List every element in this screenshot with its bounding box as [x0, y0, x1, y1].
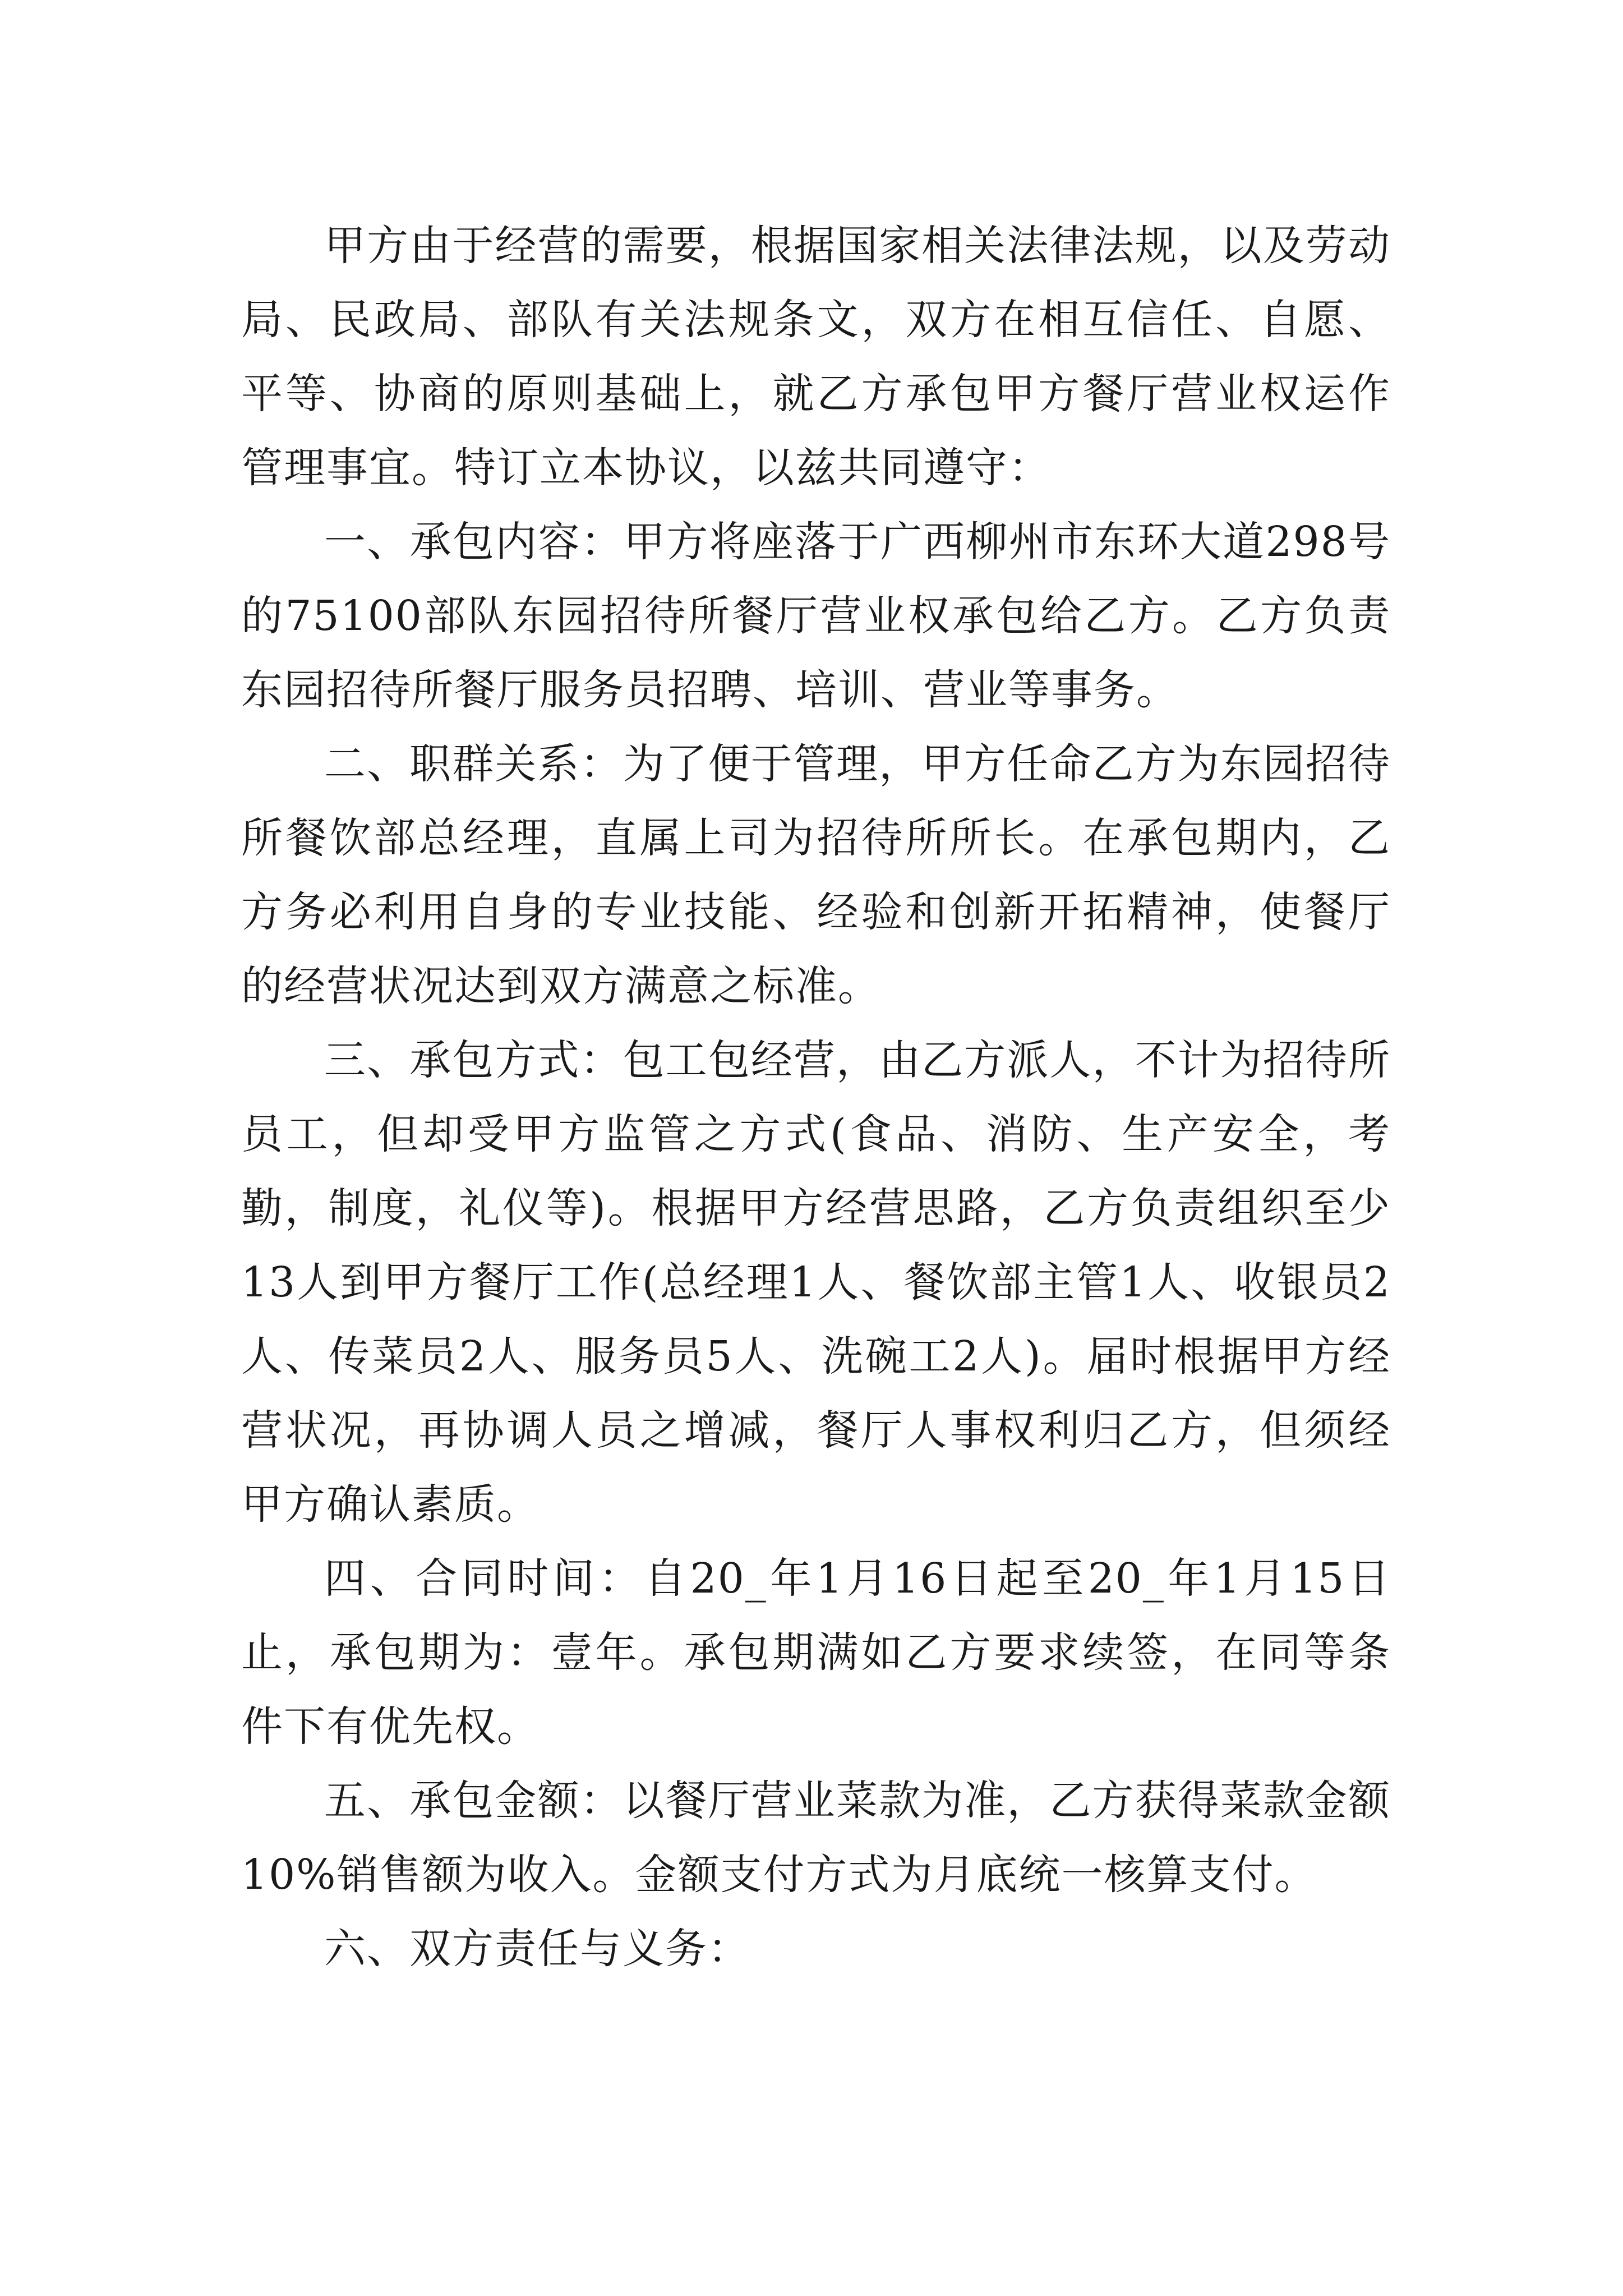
paragraph-clause-4-contract-term: 四、合同时间：自20_年1月16日起至20_年1月15日止，承包期为：壹年。承包期满如乙方要求续签，在同等条件下有优先权。 — [241, 1554, 1391, 1751]
paragraph-clause-2-job-relations: 二、职群关系：为了便于管理，甲方任命乙方为东园招待所餐饮部总经理，直属上司为招待所所长。在承包期内，乙方务必利用自身的专业技能、经验和创新开拓精神，使餐厅的经营状况达到双方满意之标准。 — [241, 740, 1391, 1010]
paragraph-preamble: 甲方由于经营的需要，根据国家相关法律法规，以及劳动局、民政局、部队有关法规条文，双方在相互信任、自愿、平等、协商的原则基础上，就乙方承包甲方餐厅营业权运作管理事宜。特订立本协议，以兹共同遵守： — [241, 222, 1391, 492]
paragraph-clause-5-contract-amount: 五、承包金额：以餐厅营业菜款为准，乙方获得菜款金额10%销售额为收入。金额支付方式为月底统一核算支付。 — [241, 1777, 1391, 1899]
paragraph-clause-1-contract-content: 一、承包内容：甲方将座落于广西柳州市东环大道298号的75100部队东园招待所餐厅营业权承包给乙方。乙方负责东园招待所餐厅服务员招聘、培训、营业等事务。 — [241, 518, 1391, 714]
document-body — [241, 209, 1391, 1986]
paragraph-clause-6-responsibilities: 六、双方责任与义务： — [324, 1925, 750, 1973]
paragraph-clause-3-contract-method: 三、承包方式：包工包经营，由乙方派人，不计为招待所员工，但却受甲方监管之方式(食品、消防、生产安全，考勤，制度，礼仪等)。根据甲方经营思路，乙方负责组织至少13人到甲方餐厅工作(总经理1人、餐饮部主管1人、收银员2人、传菜员2人、服务员5人、洗碗工2人)。届时根据甲方经营状况，再协调人员之增减，餐厅人事权利归乙方，但须经甲方确认素质。 — [241, 1036, 1391, 1529]
